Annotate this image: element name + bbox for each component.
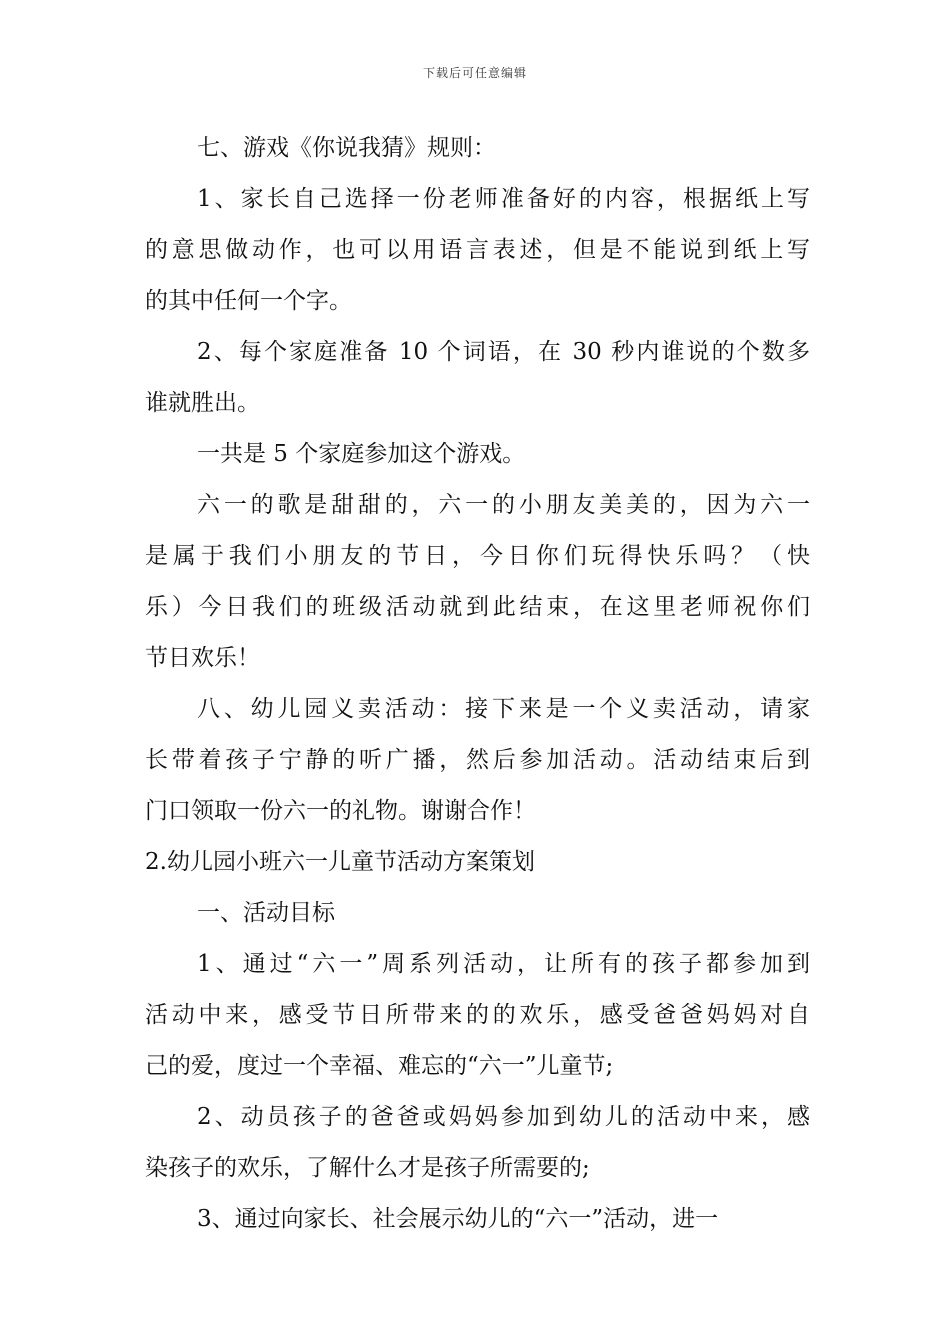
text-line: 门口领取一份六一的礼物。谢谢合作！ [145,798,536,824]
paragraph-goal-3 [145,1199,810,1250]
text-line: 3、通过向家长、社会展示幼儿的“六一”活动，进一 [197,1206,719,1232]
paragraph-section-8 [145,689,810,842]
document-body [145,128,810,1250]
text-line: 活动中来，感受节日所带来的的欢乐，感受爸爸妈妈对自 [145,1002,810,1028]
text-line: 八、幼儿园义卖活动：接下来是一个义卖活动，请家 [197,696,810,722]
page-header: 下载后可任意编辑 [422,66,527,80]
paragraph-section-7-title [145,128,810,179]
text-line: 一、活动目标 [197,900,335,926]
text-line: 2、每个家庭准备 10 个词语，在 30 秒内谁说的个数多 [197,339,810,365]
paragraph-goals-heading [145,893,810,944]
text-line: 六一的歌是甜甜的，六一的小朋友美美的，因为六一 [197,492,810,518]
text-line: 的其中任何一个字。 [145,288,352,314]
paragraph-doc-2-title [145,842,810,893]
text-line: 染孩子的欢乐，了解什么才是孩子所需要的; [145,1155,590,1181]
text-line: 一共是 5 个家庭参加这个游戏。 [197,441,526,467]
text-line: 长带着孩子宁静的听广播，然后参加活动。活动结束后到 [145,747,810,773]
text-line: 2、动员孩子的爸爸或妈妈参加到幼儿的活动中来，感 [197,1104,810,1130]
text-line: 节日欢乐！ [145,645,260,671]
text-line: 是属于我们小朋友的节日，今日你们玩得快乐吗？（快 [145,543,810,569]
paragraph-rule-2 [145,332,810,434]
text-line: 己的爱，度过一个幸福、难忘的“六一”儿童节; [145,1053,614,1079]
paragraph-goal-1 [145,944,810,1097]
paragraph-closing-speech [145,485,810,689]
text-line: 乐）今日我们的班级活动就到此结束，在这里老师祝你们 [145,594,810,620]
paragraph-rule-1 [145,179,810,332]
text-line: 1、家长自己选择一份老师准备好的内容，根据纸上写 [197,186,810,212]
paragraph-goal-2 [145,1097,810,1199]
text-line: 2.幼儿园小班六一儿童节活动方案策划 [145,849,535,875]
paragraph-families-note [145,434,810,485]
text-line: 1、通过“六一”周系列活动，让所有的孩子都参加到 [197,951,810,977]
text-line: 的意思做动作，也可以用语言表述，但是不能说到纸上写 [145,237,810,263]
text-line: 谁就胜出。 [145,390,260,416]
text-line: 七、游戏《你说我猜》规则： [197,135,496,161]
